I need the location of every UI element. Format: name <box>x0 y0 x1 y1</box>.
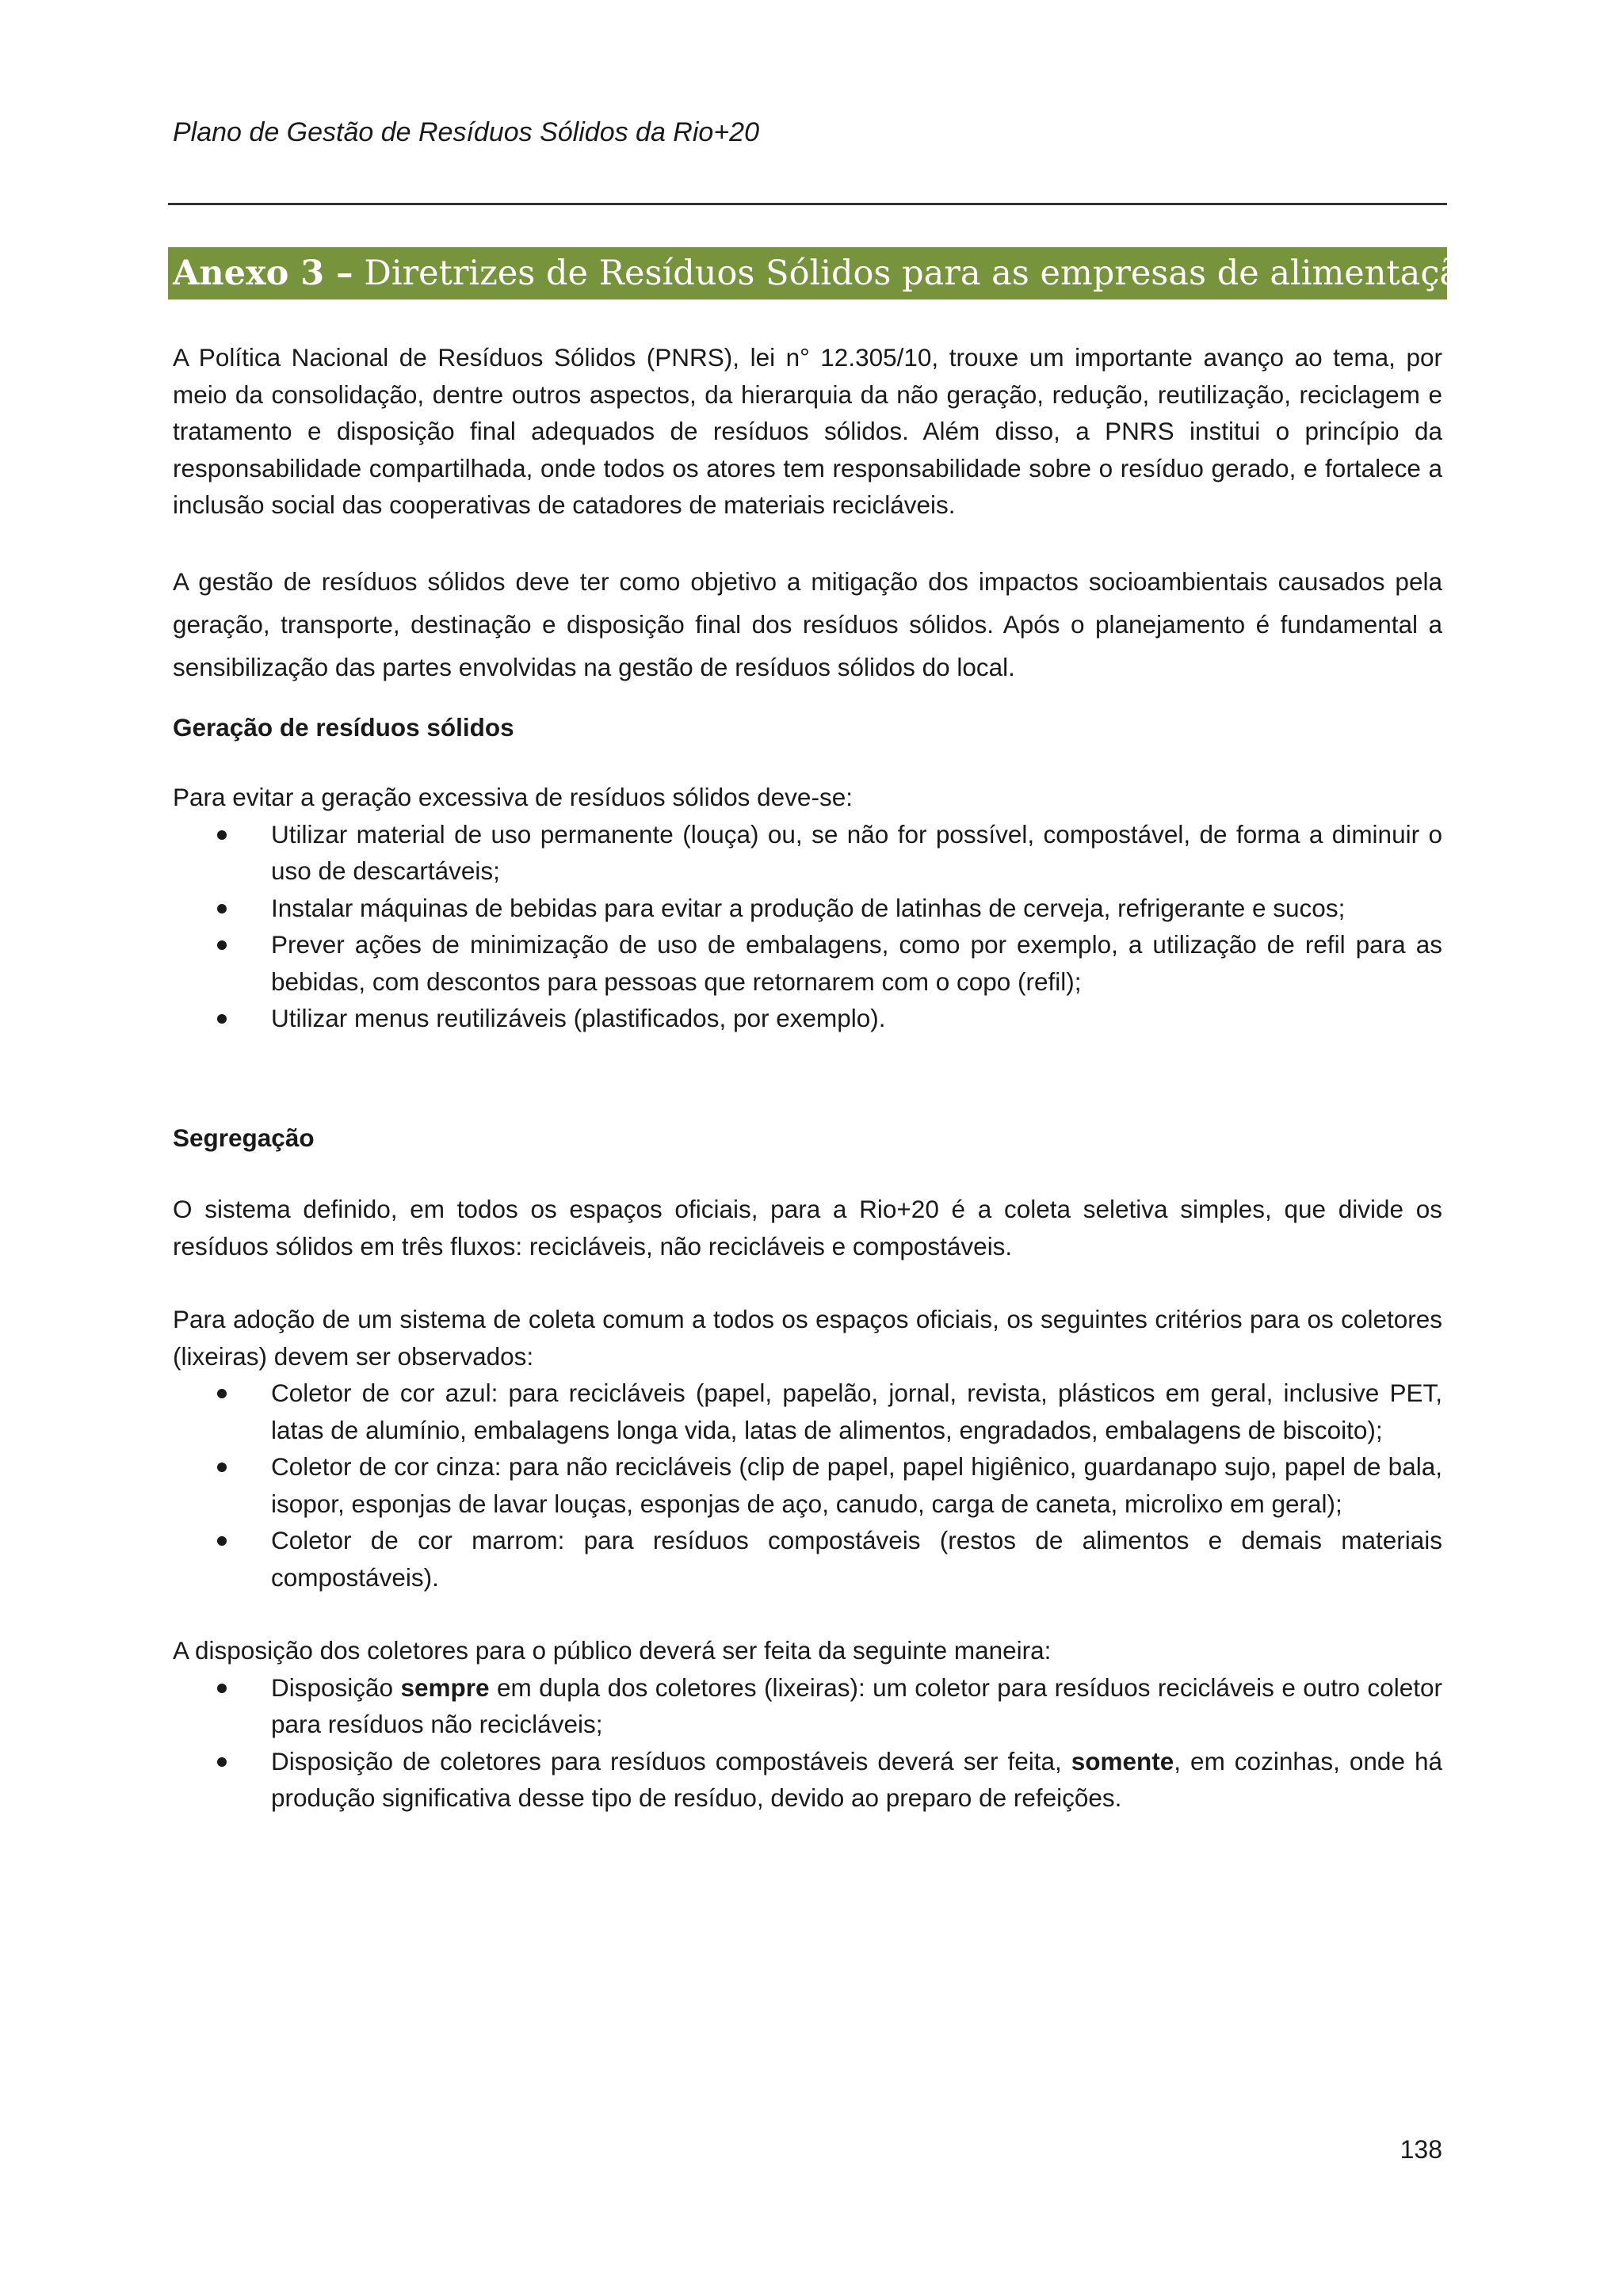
bullet-icon <box>217 1463 227 1472</box>
bullet-icon <box>217 1536 227 1546</box>
geracao-lead: Para evitar a geração excessiva de resíduos sólidos deve-se: <box>173 783 853 811</box>
bullet-icon <box>217 1684 227 1693</box>
list-item: Disposição sempre em dupla dos coletores (lixeiras): um coletor para resíduos recicláveis e outro coletor para resíduos não recicláveis; <box>173 1669 1442 1743</box>
bullet-icon <box>217 830 227 840</box>
list-item: Utilizar menus reutilizáveis (plastificados, por exemplo). <box>173 1000 1442 1037</box>
disposicao-list <box>173 1669 1442 1817</box>
header-rule <box>168 203 1447 205</box>
bullet-icon <box>217 904 227 913</box>
list-item: Disposição de coletores para resíduos compostáveis deverá ser feita, somente, em cozinhas, onde há produção significativa desse tipo de resíduo, devido ao preparo de refeições. <box>173 1743 1442 1817</box>
list-item: Coletor de cor marrom: para resíduos compostáveis (restos de alimentos e demais materiais compostáveis). <box>173 1522 1442 1596</box>
emphasis-sempre: sempre <box>400 1672 490 1702</box>
bullet-icon <box>217 1014 227 1024</box>
segregacao-heading: Segregação <box>173 1123 315 1152</box>
section-title-text: Diretrizes de Resíduos Sólidos para as empresas de alimentação <box>353 254 1480 293</box>
list-item: Instalar máquinas de bebidas para evitar a produção de latinhas de cerveja, refrigerante e sucos; <box>173 890 1442 927</box>
body-content <box>173 339 1442 1817</box>
section-title-band <box>168 247 1480 299</box>
running-header: Plano de Gestão de Resíduos Sólidos da Rio+20 <box>173 117 759 147</box>
section-label: Anexo 3 – <box>173 254 353 293</box>
criterios-lead: Para adoção de um sistema de coleta comum a todos os espaços oficiais, os seguintes critérios para os coletores (lixeiras) devem ser observados: <box>173 1305 1442 1371</box>
list-item: Utilizar material de uso permanente (louça) ou, se não for possível, compostável, de forma a diminuir o uso de descartáveis; <box>173 816 1442 890</box>
criterios-list <box>173 1375 1442 1596</box>
segregacao-sistema-paragraph: O sistema definido, em todos os espaços oficiais, para a Rio+20 é a coleta seletiva simples, que divide os resíduos sólidos em três fluxos: recicláveis, não recicláveis e compostáveis. <box>173 1195 1442 1261</box>
disposicao-lead: A disposição dos coletores para o público deverá ser feita da seguinte maneira: <box>173 1636 1052 1665</box>
page-number: 138 <box>1400 2135 1442 2164</box>
list-item: Coletor de cor cinza: para não recicláveis (clip de papel, papel higiênico, guardanapo sujo, papel de bala, isopor, esponjas de lavar louças, esponjas de aço, canudo, carga de caneta, microlixo em geral); <box>173 1448 1442 1522</box>
list-item: Coletor de cor azul: para recicláveis (papel, papelão, jornal, revista, plásticos em geral, inclusive PET, latas de alumínio, embalagens longa vida, latas de alimentos, engradados, embalagens de biscoito); <box>173 1375 1442 1448</box>
geracao-list <box>173 816 1442 1037</box>
bullet-icon <box>217 940 227 950</box>
gestao-paragraph: A gestão de resíduos sólidos deve ter como objetivo a mitigação dos impactos socioambientais causados pela geração, transporte, destinação e disposição final dos resíduos sólidos. Após o planejamento é fundamental a sensibilização das partes envolvidas na gestão de resíduos sólidos do local. <box>173 566 1442 681</box>
list-item: Prever ações de minimização de uso de embalagens, como por exemplo, a utilização de refil para as bebidas, com descontos para pessoas que retornarem com o copo (refil); <box>173 926 1442 1000</box>
bullet-icon <box>217 1757 227 1767</box>
bullet-icon <box>217 1389 227 1398</box>
emphasis-somente: somente <box>1071 1746 1174 1775</box>
geracao-heading: Geração de resíduos sólidos <box>173 712 514 742</box>
intro-paragraph: A Política Nacional de Resíduos Sólidos (PNRS), lei n° 12.305/10, trouxe um importante avanço ao tema, por meio da consolidação, dentre outros aspectos, da hierarquia da não geração, redução, reutilização, reciclagem e tratamento e disposição final adequados de resíduos sólidos. Além disso, a PNRS institui o princípio da responsabilidade compartilhada, onde todos os atores tem responsabilidade sobre o resíduo gerado, e fortalece a inclusão social das cooperativas de catadores de materiais recicláveis. <box>173 343 1442 519</box>
